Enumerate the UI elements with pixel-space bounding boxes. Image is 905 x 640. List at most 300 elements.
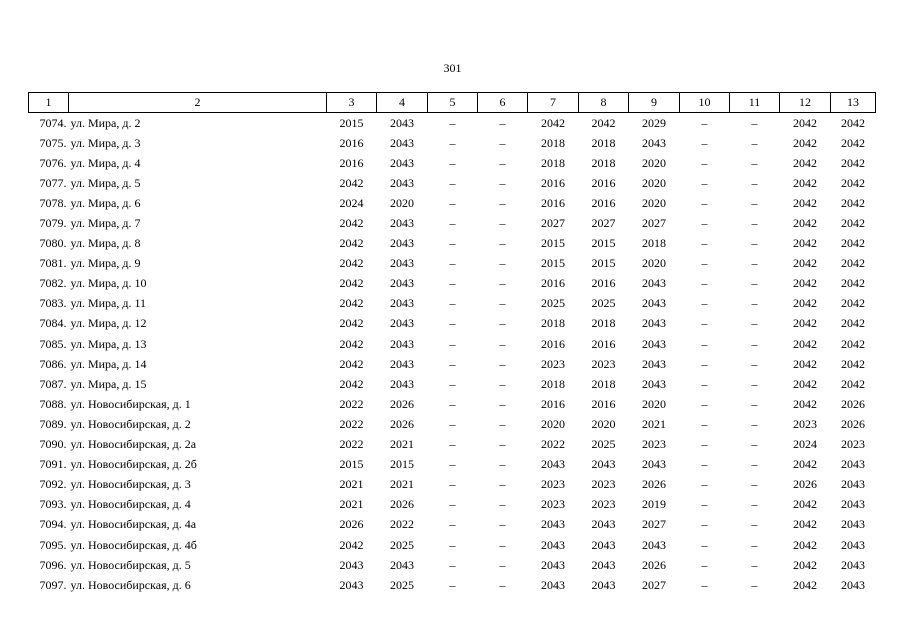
- column-header-13: 13: [831, 93, 876, 113]
- table-row: [29, 294, 876, 314]
- year-cell: 2018: [591, 135, 616, 150]
- year-cell: 2042: [793, 356, 817, 371]
- year-cell: 2023: [793, 416, 817, 431]
- year-cell: 2043: [841, 537, 865, 552]
- year-cell: 2042: [841, 175, 865, 190]
- year-cell: 2043: [390, 376, 414, 391]
- year-cell: 2042: [793, 135, 817, 150]
- year-cell: –: [449, 437, 456, 452]
- year-cell: 2043: [591, 457, 616, 472]
- year-cell: 2043: [841, 557, 865, 572]
- year-cell: –: [449, 316, 456, 331]
- year-cell: 2018: [541, 316, 565, 331]
- year-cell: –: [701, 537, 708, 552]
- year-cell: –: [751, 316, 758, 331]
- address-cell: ул. Новосибирская, д. 2б: [70, 457, 197, 472]
- year-cell: 2042: [339, 537, 364, 552]
- year-cell: 2042: [793, 577, 817, 592]
- year-cell: 2042: [793, 256, 817, 271]
- column-header-2: 2: [69, 93, 327, 113]
- table-row: [29, 314, 876, 334]
- address-cell: ул. Новосибирская, д. 2а: [70, 437, 197, 452]
- year-cell: –: [701, 416, 708, 431]
- header-row: [29, 93, 876, 113]
- year-cell: –: [449, 356, 456, 371]
- year-cell: –: [499, 577, 506, 592]
- address-cell: ул. Новосибирская, д. 5: [70, 557, 191, 572]
- year-cell: –: [751, 356, 758, 371]
- year-cell: 2026: [642, 477, 666, 492]
- year-cell: 2020: [541, 416, 565, 431]
- year-cell: 2042: [841, 256, 865, 271]
- year-cell: 2042: [793, 316, 817, 331]
- year-cell: 2042: [793, 276, 817, 291]
- year-cell: –: [449, 336, 456, 351]
- year-cell: 2025: [541, 296, 565, 311]
- year-cell: 2026: [339, 517, 364, 532]
- row-number-cell: 7088.: [39, 396, 67, 411]
- year-cell: 2043: [541, 557, 565, 572]
- year-cell: 2042: [793, 296, 817, 311]
- table-row: [29, 495, 876, 515]
- address-cell: ул. Новосибирская, д. 2: [70, 416, 191, 431]
- row-number-cell: 7082.: [39, 276, 67, 291]
- column-header-5: 5: [428, 93, 478, 113]
- year-cell: –: [701, 175, 708, 190]
- year-cell: –: [449, 276, 456, 291]
- year-cell: 2042: [841, 276, 865, 291]
- year-cell: 2018: [541, 135, 565, 150]
- year-cell: –: [499, 457, 506, 472]
- year-cell: –: [751, 537, 758, 552]
- year-cell: 2026: [841, 416, 865, 431]
- year-cell: 2015: [591, 256, 616, 271]
- year-cell: 2015: [541, 256, 565, 271]
- year-cell: –: [751, 276, 758, 291]
- year-cell: 2043: [642, 316, 666, 331]
- data-table: [28, 92, 876, 595]
- year-cell: 2023: [591, 477, 616, 492]
- year-cell: –: [449, 236, 456, 251]
- column-header-6: 6: [478, 93, 528, 113]
- year-cell: –: [751, 195, 758, 210]
- year-cell: –: [751, 497, 758, 512]
- table-body: [29, 113, 876, 596]
- year-cell: 2015: [339, 457, 364, 472]
- year-cell: 2020: [642, 175, 666, 190]
- row-number-cell: 7075.: [39, 135, 67, 150]
- row-number-cell: 7089.: [39, 416, 67, 431]
- year-cell: 2026: [390, 497, 414, 512]
- year-cell: 2021: [339, 477, 364, 492]
- column-header-7: 7: [528, 93, 579, 113]
- year-cell: –: [499, 135, 506, 150]
- year-cell: –: [751, 115, 758, 130]
- year-cell: 2043: [642, 356, 666, 371]
- year-cell: 2023: [841, 437, 865, 452]
- year-cell: –: [499, 236, 506, 251]
- year-cell: –: [449, 477, 456, 492]
- year-cell: 2042: [793, 557, 817, 572]
- year-cell: –: [751, 216, 758, 231]
- year-cell: –: [499, 497, 506, 512]
- year-cell: 2042: [541, 115, 565, 130]
- address-cell: ул. Новосибирская, д. 6: [70, 577, 191, 592]
- address-cell: ул. Мира, д. 2: [70, 115, 141, 130]
- row-number-cell: 7076.: [39, 155, 67, 170]
- year-cell: 2043: [390, 236, 414, 251]
- year-cell: 2042: [793, 537, 817, 552]
- year-cell: 2043: [841, 577, 865, 592]
- year-cell: –: [751, 336, 758, 351]
- table-row: [29, 113, 876, 134]
- row-number-cell: 7077.: [39, 175, 67, 190]
- year-cell: –: [499, 195, 506, 210]
- year-cell: 2042: [793, 457, 817, 472]
- year-cell: –: [751, 416, 758, 431]
- year-cell: 2043: [591, 557, 616, 572]
- year-cell: –: [449, 175, 456, 190]
- year-cell: 2025: [591, 296, 616, 311]
- year-cell: 2025: [591, 437, 616, 452]
- year-cell: 2043: [541, 577, 565, 592]
- year-cell: 2042: [793, 216, 817, 231]
- year-cell: 2023: [541, 477, 565, 492]
- year-cell: 2042: [793, 497, 817, 512]
- year-cell: 2026: [390, 396, 414, 411]
- table-row: [29, 535, 876, 555]
- year-cell: 2029: [642, 115, 666, 130]
- year-cell: 2042: [339, 216, 364, 231]
- year-cell: 2042: [841, 336, 865, 351]
- year-cell: 2015: [591, 236, 616, 251]
- address-cell: ул. Новосибирская, д. 3: [70, 477, 191, 492]
- year-cell: 2020: [390, 195, 414, 210]
- year-cell: 2043: [642, 276, 666, 291]
- year-cell: –: [701, 356, 708, 371]
- column-header-11: 11: [730, 93, 780, 113]
- year-cell: –: [701, 396, 708, 411]
- column-header-12: 12: [780, 93, 831, 113]
- year-cell: –: [449, 135, 456, 150]
- year-cell: 2018: [591, 155, 616, 170]
- year-cell: 2042: [793, 396, 817, 411]
- year-cell: 2016: [339, 155, 364, 170]
- year-cell: 2018: [541, 155, 565, 170]
- address-cell: ул. Мира, д. 11: [70, 296, 147, 311]
- year-cell: 2042: [339, 175, 364, 190]
- year-cell: –: [449, 517, 456, 532]
- year-cell: 2043: [591, 517, 616, 532]
- year-cell: –: [701, 376, 708, 391]
- row-number-cell: 7074.: [39, 115, 67, 130]
- year-cell: –: [701, 296, 708, 311]
- year-cell: 2021: [390, 477, 414, 492]
- year-cell: 2042: [793, 175, 817, 190]
- year-cell: –: [449, 416, 456, 431]
- year-cell: 2026: [793, 477, 817, 492]
- address-cell: ул. Мира, д. 14: [70, 356, 147, 371]
- column-header-10: 10: [680, 93, 730, 113]
- year-cell: –: [449, 537, 456, 552]
- year-cell: 2042: [793, 517, 817, 532]
- year-cell: –: [701, 437, 708, 452]
- year-cell: 2024: [793, 437, 817, 452]
- year-cell: 2024: [339, 195, 364, 210]
- year-cell: 2021: [390, 437, 414, 452]
- year-cell: 2042: [339, 376, 364, 391]
- year-cell: 2016: [541, 195, 565, 210]
- row-number-cell: 7078.: [39, 195, 67, 210]
- year-cell: –: [449, 376, 456, 391]
- address-cell: ул. Мира, д. 9: [70, 256, 141, 271]
- year-cell: –: [499, 336, 506, 351]
- row-number-cell: 7096.: [39, 557, 67, 572]
- year-cell: 2043: [841, 477, 865, 492]
- year-cell: 2043: [339, 557, 364, 572]
- year-cell: –: [751, 376, 758, 391]
- table-row: [29, 193, 876, 213]
- year-cell: 2016: [591, 396, 616, 411]
- year-cell: –: [449, 256, 456, 271]
- year-cell: –: [751, 155, 758, 170]
- year-cell: 2043: [642, 376, 666, 391]
- year-cell: 2043: [390, 135, 414, 150]
- year-cell: –: [499, 155, 506, 170]
- year-cell: –: [499, 477, 506, 492]
- year-cell: 2043: [541, 537, 565, 552]
- year-cell: –: [499, 115, 506, 130]
- year-cell: 2018: [541, 376, 565, 391]
- table-row: [29, 213, 876, 233]
- address-cell: ул. Мира, д. 12: [70, 316, 147, 331]
- year-cell: –: [449, 577, 456, 592]
- year-cell: –: [701, 457, 708, 472]
- year-cell: –: [701, 155, 708, 170]
- year-cell: 2042: [841, 115, 865, 130]
- year-cell: –: [751, 236, 758, 251]
- address-cell: ул. Новосибирская, д. 4а: [70, 517, 197, 532]
- year-cell: –: [499, 175, 506, 190]
- year-cell: 2042: [841, 195, 865, 210]
- year-cell: –: [701, 517, 708, 532]
- table-row: [29, 374, 876, 394]
- year-cell: –: [499, 396, 506, 411]
- address-cell: ул. Мира, д. 6: [70, 195, 141, 210]
- year-cell: 2042: [339, 356, 364, 371]
- table-row: [29, 435, 876, 455]
- address-cell: ул. Новосибирская, д. 4: [70, 497, 191, 512]
- year-cell: 2042: [841, 316, 865, 331]
- row-number-cell: 7094.: [39, 517, 67, 532]
- year-cell: –: [449, 457, 456, 472]
- year-cell: 2043: [390, 316, 414, 331]
- year-cell: –: [701, 577, 708, 592]
- address-cell: ул. Мира, д. 3: [70, 135, 141, 150]
- year-cell: 2016: [591, 336, 616, 351]
- address-cell: ул. Мира, д. 15: [70, 376, 147, 391]
- row-number-cell: 7085.: [39, 336, 67, 351]
- table-row: [29, 575, 876, 595]
- year-cell: 2043: [390, 296, 414, 311]
- year-cell: –: [449, 497, 456, 512]
- row-number-cell: 7097.: [39, 577, 67, 592]
- column-header-1: 1: [29, 93, 69, 113]
- year-cell: –: [499, 216, 506, 231]
- year-cell: –: [701, 336, 708, 351]
- year-cell: 2043: [591, 537, 616, 552]
- year-cell: 2022: [339, 416, 364, 431]
- year-cell: 2022: [541, 437, 565, 452]
- page-number: 301: [443, 61, 462, 75]
- year-cell: 2027: [541, 216, 565, 231]
- year-cell: 2042: [339, 276, 364, 291]
- year-cell: 2016: [591, 195, 616, 210]
- year-cell: 2042: [793, 336, 817, 351]
- year-cell: –: [499, 376, 506, 391]
- year-cell: 2042: [339, 296, 364, 311]
- year-cell: 2043: [642, 135, 666, 150]
- year-cell: 2027: [642, 517, 666, 532]
- year-cell: 2043: [841, 497, 865, 512]
- table-row: [29, 475, 876, 495]
- year-cell: 2016: [591, 175, 616, 190]
- year-cell: 2016: [541, 175, 565, 190]
- year-cell: –: [751, 457, 758, 472]
- year-cell: –: [701, 216, 708, 231]
- year-cell: 2020: [642, 195, 666, 210]
- year-cell: 2023: [541, 356, 565, 371]
- year-cell: 2018: [642, 236, 666, 251]
- year-cell: –: [499, 416, 506, 431]
- year-cell: 2027: [642, 216, 666, 231]
- row-number-cell: 7090.: [39, 437, 67, 452]
- year-cell: –: [499, 557, 506, 572]
- year-cell: –: [499, 437, 506, 452]
- year-cell: 2043: [390, 276, 414, 291]
- year-cell: –: [751, 557, 758, 572]
- year-cell: 2023: [642, 437, 666, 452]
- year-cell: –: [449, 115, 456, 130]
- year-cell: 2043: [390, 216, 414, 231]
- year-cell: 2043: [541, 517, 565, 532]
- row-number-cell: 7092.: [39, 477, 67, 492]
- year-cell: 2042: [591, 115, 616, 130]
- year-cell: 2043: [642, 336, 666, 351]
- year-cell: –: [701, 316, 708, 331]
- year-cell: –: [499, 276, 506, 291]
- year-cell: 2042: [841, 135, 865, 150]
- year-cell: –: [499, 356, 506, 371]
- year-cell: 2025: [390, 537, 414, 552]
- row-number-cell: 7087.: [39, 376, 67, 391]
- year-cell: 2042: [841, 376, 865, 391]
- table-row: [29, 394, 876, 414]
- column-header-4: 4: [377, 93, 428, 113]
- year-cell: 2043: [390, 557, 414, 572]
- address-cell: ул. Новосибирская, д. 4б: [70, 537, 197, 552]
- year-cell: –: [499, 316, 506, 331]
- year-cell: 2042: [841, 155, 865, 170]
- year-cell: 2016: [541, 396, 565, 411]
- table-row: [29, 354, 876, 374]
- table-row: [29, 515, 876, 535]
- year-cell: –: [751, 296, 758, 311]
- year-cell: 2042: [793, 376, 817, 391]
- table-row: [29, 334, 876, 354]
- row-number-cell: 7083.: [39, 296, 67, 311]
- row-number-cell: 7081.: [39, 256, 67, 271]
- year-cell: 2023: [591, 497, 616, 512]
- table-row: [29, 414, 876, 434]
- year-cell: 2043: [841, 517, 865, 532]
- year-cell: –: [701, 557, 708, 572]
- year-cell: –: [751, 517, 758, 532]
- year-cell: 2019: [642, 497, 666, 512]
- year-cell: 2026: [390, 416, 414, 431]
- year-cell: 2042: [339, 256, 364, 271]
- year-cell: 2016: [541, 336, 565, 351]
- year-cell: –: [449, 557, 456, 572]
- year-cell: 2043: [541, 457, 565, 472]
- year-cell: –: [751, 477, 758, 492]
- year-cell: 2042: [793, 115, 817, 130]
- address-cell: ул. Мира, д. 13: [70, 336, 147, 351]
- year-cell: 2015: [541, 236, 565, 251]
- year-cell: 2020: [642, 155, 666, 170]
- year-cell: 2042: [841, 236, 865, 251]
- address-cell: ул. Мира, д. 10: [70, 276, 147, 291]
- year-cell: 2020: [642, 396, 666, 411]
- year-cell: 2027: [591, 216, 616, 231]
- year-cell: 2043: [390, 256, 414, 271]
- address-cell: ул. Новосибирская, д. 1: [70, 396, 191, 411]
- table-row: [29, 133, 876, 153]
- year-cell: 2023: [541, 497, 565, 512]
- year-cell: 2027: [642, 577, 666, 592]
- column-header-8: 8: [579, 93, 629, 113]
- year-cell: 2021: [339, 497, 364, 512]
- table-row: [29, 555, 876, 575]
- year-cell: –: [701, 236, 708, 251]
- row-number-cell: 7086.: [39, 356, 67, 371]
- year-cell: 2043: [390, 115, 414, 130]
- year-cell: –: [701, 477, 708, 492]
- row-number-cell: 7080.: [39, 236, 67, 251]
- year-cell: 2015: [390, 457, 414, 472]
- year-cell: 2042: [793, 236, 817, 251]
- year-cell: –: [751, 437, 758, 452]
- year-cell: –: [499, 537, 506, 552]
- table-row: [29, 153, 876, 173]
- year-cell: 2042: [339, 316, 364, 331]
- year-cell: 2016: [339, 135, 364, 150]
- year-cell: –: [751, 396, 758, 411]
- table-row: [29, 173, 876, 193]
- year-cell: –: [701, 497, 708, 512]
- year-cell: 2043: [642, 457, 666, 472]
- year-cell: 2016: [541, 276, 565, 291]
- year-cell: –: [449, 155, 456, 170]
- year-cell: 2043: [339, 577, 364, 592]
- year-cell: –: [701, 256, 708, 271]
- year-cell: 2043: [390, 175, 414, 190]
- year-cell: 2026: [841, 396, 865, 411]
- year-cell: 2043: [591, 577, 616, 592]
- year-cell: –: [449, 195, 456, 210]
- row-number-cell: 7093.: [39, 497, 67, 512]
- column-header-3: 3: [327, 93, 377, 113]
